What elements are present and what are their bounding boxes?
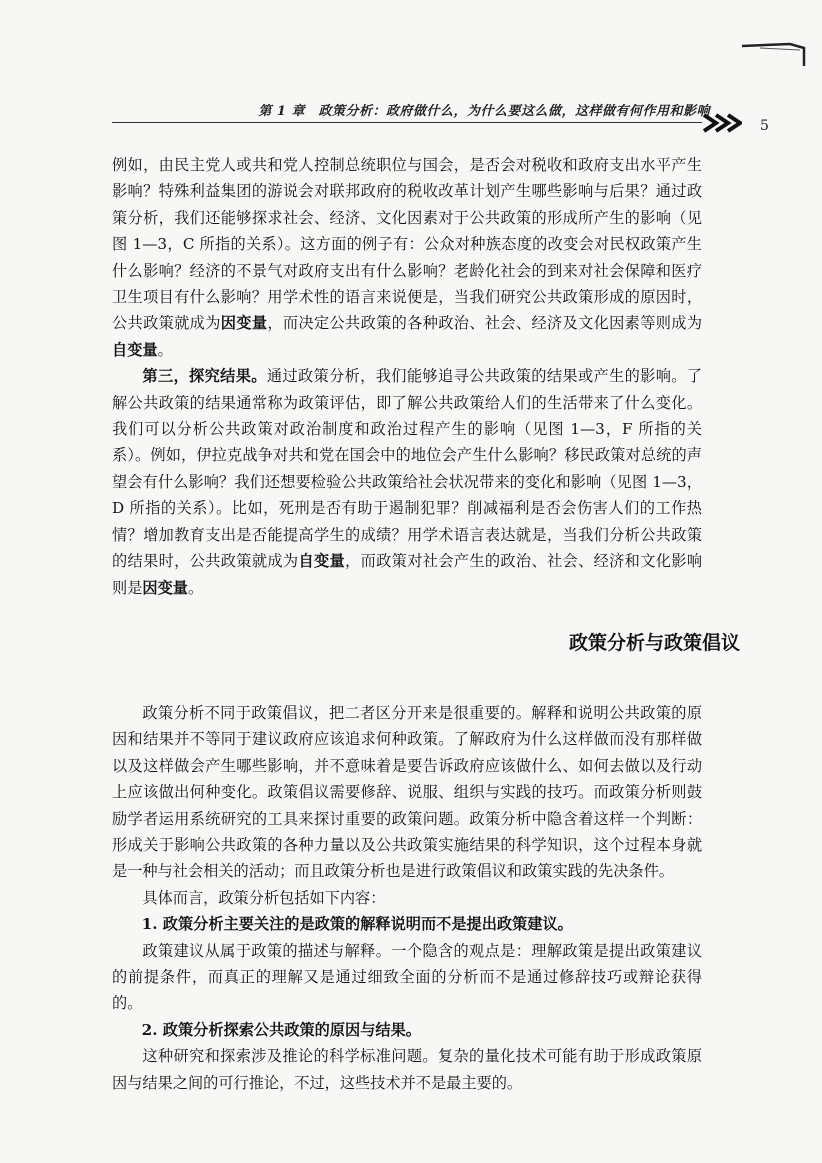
running-header: 第 1 章 政策分析：政府做什么，为什么要这么做，这样做有何作用和影响: [258, 104, 710, 119]
scan-corner-mark: [740, 40, 806, 68]
list-heading-2: 2. 政策分析探索公共政策的原因与结果。: [141, 1020, 421, 1039]
section-title: 政策分析与政策倡议: [568, 632, 740, 654]
double-chevron-icon: [702, 112, 742, 134]
paragraph-intro-list: 具体而言，政策分析包括如下内容：: [142, 888, 386, 907]
page-number: 5: [760, 118, 769, 134]
bottom-text-block: [112, 700, 702, 1096]
paragraph-analysis-vs-advocacy: 政策分析不同于政策倡议，把二者区分开来是很重要的。解释和说明公共政策的原因和结果并不等同于建议政府应该追求何种政策。了解政府为什么这样做而没有那样做以及这样做会产生哪些影响，并不意味着是要告诉政府应该做什么、如何去做以及行动上应该做出何种变化。政策倡议需要修辞、说服、组织与实践的技巧。而政策分析则鼓励学者运用系统研究的工具来探讨重要的政策问题。政策分析中隐含着这样一个判断：形成关于影响公共政策的各种力量以及公共政策实施结果的科学知识，这个过程本身就是一种与社会相关的活动；而且政策分析也是进行政策倡议和政策实践的先决条件。: [112, 704, 702, 881]
paragraph-consequences: 第三，探究结果。通过政策分析，我们能够追寻公共政策的结果或产生的影响。了解公共政策的结果通常称为政策评估，即了解公共政策给人们的生活带来了什么变化。我们可以分析公共政策对政治制度和政治过程产生的影响（见图 1—3，F 所指的关系）。例如，伊拉克战争对共和党在国会中的地位会产生什么影响？移民政策对总统的声望会有什么影响？我们还想要检验公共政策给社会状况带来的变化和影响（见图 1—3，D 所指的关系）。比如，死刑是否有助于遏制犯罪？削减福利是否会伤害人们的工作热情？增加教育支出是否能提高学生的成绩？用学术语言表达就是，当我们分析公共政策的结果时，公共政策就成为自变量，而政策对社会产生的政治、社会、经济和文化影响则是因变量。: [112, 367, 703, 597]
paragraph-explanation: 政策建议从属于政策的描述与解释。一个隐含的观点是：理解政策是提出政策建议的前提条件，而真正的理解又是通过细致全面的分析而不是通过修辞技巧或辩论获得的。: [112, 941, 702, 1013]
list-heading-1: 1. 政策分析主要关注的是政策的解释说明而不是提出政策建议。: [141, 915, 573, 934]
paragraph-causes: 例如，由民主党人或共和党人控制总统职位与国会，是否会对税收和政府支出水平产生影响？特殊利益集团的游说会对联邦政府的税收改革计划产生哪些影响与后果？通过政策分析，我们还能够探求社会、经济、文化因素对于公共政策的形成所产生的影响（见图 1—3，C 所指的关系）。这方面的例子有：公众对种族态度的改变会对民权政策产生什么影响？经济的不景气对政府支出有什么影响？老龄化社会的到来对社会保障和医疗卫生项目有什么影响？用学术性的语言来说便是，当我们研究公共政策形成的原因时，公共政策就成为因变量，而决定公共政策的各种政治、社会、经济及文化因素等则成为自变量。: [112, 156, 703, 359]
top-text-block: [112, 152, 702, 601]
paragraph-causes-consequences: 这种研究和探索涉及推论的科学标准问题。复杂的量化技术可能有助于形成政策原因与结果之间的可行推论，不过，这些技术并不是最主要的。: [112, 1047, 702, 1092]
header-rule: [112, 122, 702, 123]
